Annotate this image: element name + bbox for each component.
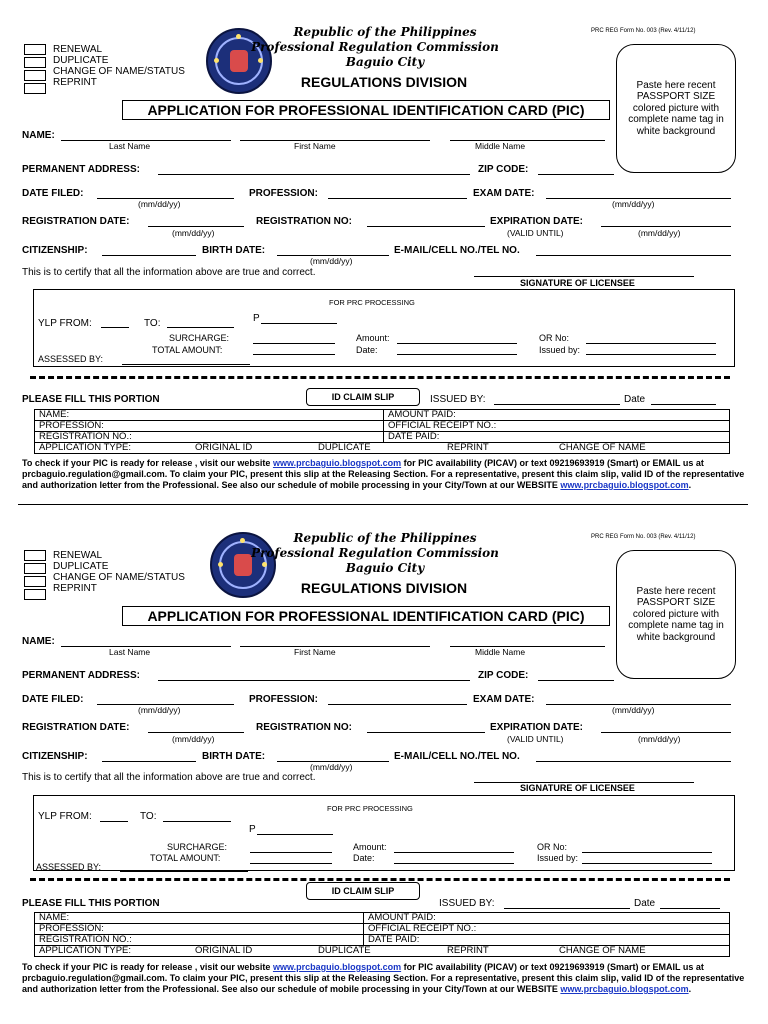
city-heading: Baguio City — [345, 561, 425, 575]
claim-application-type-row — [35, 443, 730, 454]
claim-registration-cell[interactable]: REGISTRATION NO.: — [35, 935, 364, 946]
please-fill-label: PLEASE FILL THIS PORTION — [22, 394, 160, 405]
permanent-address-label: PERMANENT ADDRESS: — [22, 164, 140, 175]
website-link-2[interactable]: www.prcbaguio.blogspot.com — [560, 480, 689, 490]
registration-date-label: REGISTRATION DATE: — [22, 722, 130, 733]
renewal-checkbox[interactable] — [24, 550, 46, 561]
division-title: REGULATIONS DIVISION — [300, 74, 468, 90]
assessed-by-label: ASSESSED BY: — [38, 354, 104, 364]
renewal-label: RENEWAL — [53, 44, 103, 55]
original-id-option[interactable]: ORIGINAL ID — [195, 442, 253, 453]
middle-name-caption: Middle Name — [475, 141, 526, 151]
claim-issued-by-label: ISSUED BY: — [439, 898, 495, 909]
registration-no-label: REGISTRATION NO: — [256, 722, 352, 733]
duplicate-label: DUPLICATE — [53, 561, 109, 572]
republic-heading: Republic of the Philippines — [293, 531, 477, 545]
release-instructions: To check if your PIC is ready for release , visit our website www.prcbaguio.blogspot.com for PIC availability (PICAV) or text 09219693919 (Smart) or EMAIL us at prcbaguio.regulation@gmail.com. To claim your PIC, present this slip at the Releasing Section. For a representative, present this claim slip, valid ID of the representative and authorization letter from the Professional. See also our schedule of mobile processing in your City/Town at our WEBSITE www.prcbaguio.blogspot.com. — [22, 962, 745, 994]
certify-statement: This is to certify that all the information above are true and correct. — [22, 772, 316, 783]
issued-by-field[interactable] — [586, 354, 716, 355]
zip-code-label: ZIP CODE: — [478, 164, 529, 175]
processing-title: FOR PRC PROCESSING — [329, 298, 415, 307]
certify-statement: This is to certify that all the information above are true and correct. — [22, 267, 316, 278]
zip-code-field[interactable] — [538, 680, 614, 681]
profession-field[interactable] — [328, 704, 467, 705]
renewal-checkbox[interactable] — [24, 44, 46, 55]
total-amount-field[interactable] — [250, 863, 332, 864]
claim-profession-cell[interactable]: PROFESSION: — [35, 421, 384, 432]
form-title: APPLICATION FOR PROFESSIONAL IDENTIFICATION CARD (PIC) — [122, 100, 610, 120]
issued-by-label: Issued by: — [539, 345, 581, 355]
surcharge-label: SURCHARGE: — [169, 333, 230, 343]
claim-issued-by-field[interactable] — [504, 908, 630, 909]
claim-date-paid-cell[interactable]: DATE PAID: — [364, 935, 730, 946]
republic-heading: Republic of the Philippines — [293, 25, 477, 39]
form-copy-2 — [0, 506, 768, 1012]
last-name-caption: Last Name — [109, 647, 151, 657]
registration-date-label: REGISTRATION DATE: — [22, 216, 130, 227]
middle-name-caption: Middle Name — [475, 647, 526, 657]
date-filed-label: DATE FILED: — [22, 694, 84, 705]
ylp-to-field[interactable] — [167, 327, 234, 328]
first-name-caption: First Name — [294, 647, 336, 657]
renewal-label: RENEWAL — [53, 550, 103, 561]
photo-placeholder: Paste here recent PASSPORT SIZE colored picture with complete name tag in white background — [616, 44, 736, 173]
application-type-label: APPLICATION TYPE: — [39, 945, 132, 956]
citizenship-field[interactable] — [102, 255, 196, 256]
registration-date-field[interactable] — [148, 732, 244, 733]
please-fill-label: PLEASE FILL THIS PORTION — [22, 898, 160, 909]
email-field[interactable] — [536, 255, 731, 256]
assessed-by-field[interactable] — [122, 364, 250, 365]
citizenship-label: CITIZENSHIP: — [22, 751, 88, 762]
reprint-checkbox[interactable] — [24, 83, 46, 94]
ylp-to-label: TO: — [144, 318, 161, 329]
division-title: REGULATIONS DIVISION — [300, 580, 468, 596]
zip-code-field[interactable] — [538, 174, 614, 175]
release-instructions: To check if your PIC is ready for release , visit our website www.prcbaguio.blogspot.com for PIC availability (PICAV) or text 09219693919 (Smart) or EMAIL us at prcbaguio.regulation@gmail.com. To claim your PIC, present this slip at the Releasing Section. For a representative, present this claim slip, valid ID of the representative and authorization letter from the Professional. See also our schedule of mobile processing in your City/Town at our WEBSITE www.prcbaguio.blogspot.com. — [22, 458, 745, 490]
amount-label: Amount: — [356, 333, 390, 343]
change-of-name-label: CHANGE OF NAME/STATUS — [53, 572, 185, 583]
claim-date-paid-cell[interactable]: DATE PAID: — [384, 432, 730, 443]
claim-issued-by-field[interactable] — [494, 404, 620, 405]
name-label: NAME: — [22, 130, 55, 141]
claim-name-cell[interactable]: NAME: — [35, 913, 364, 924]
prc-processing-box — [33, 795, 735, 871]
claim-date-field[interactable] — [651, 404, 716, 405]
ylp-to-label: TO: — [140, 811, 157, 822]
valid-until-caption: (VALID UNTIL) — [507, 228, 564, 238]
claim-registration-cell[interactable]: REGISTRATION NO.: — [35, 432, 384, 443]
exam-date-format: (mm/dd/yy) — [612, 705, 655, 715]
date-field[interactable] — [397, 354, 517, 355]
ylp-from-field[interactable] — [101, 327, 129, 328]
change-of-name-checkbox[interactable] — [24, 576, 46, 587]
signature-caption: SIGNATURE OF LICENSEE — [520, 278, 635, 288]
claim-amount-paid-cell[interactable]: AMOUNT PAID: — [384, 410, 730, 421]
reprint-label: REPRINT — [53, 583, 97, 594]
registration-no-field[interactable] — [367, 226, 485, 227]
surcharge-field[interactable] — [250, 852, 332, 853]
claim-amount-paid-cell[interactable]: AMOUNT PAID: — [364, 913, 730, 924]
ylp-from-field[interactable] — [100, 821, 128, 822]
id-claim-slip-button[interactable]: ID CLAIM SLIP — [306, 388, 420, 406]
zip-code-label: ZIP CODE: — [478, 670, 529, 681]
change-of-name-option[interactable]: CHANGE OF NAME — [559, 945, 646, 956]
registration-no-label: REGISTRATION NO: — [256, 216, 352, 227]
claim-date-field[interactable] — [660, 908, 720, 909]
peso-sign: P — [253, 313, 260, 324]
claim-name-cell[interactable]: NAME: — [35, 410, 384, 421]
website-link-2[interactable]: www.prcbaguio.blogspot.com — [560, 984, 689, 994]
permanent-address-field[interactable] — [158, 680, 470, 681]
date-label: Date: — [353, 853, 375, 863]
claim-official-receipt-cell[interactable]: OFFICIAL RECEIPT NO.: — [384, 421, 730, 432]
prc-processing-box — [33, 289, 735, 367]
photo-placeholder: Paste here recent PASSPORT SIZE colored picture with complete name tag in white background — [616, 550, 736, 679]
surcharge-label: SURCHARGE: — [167, 842, 228, 852]
form-number: PRC REG Form No. 003 (Rev. 4/11/12) — [591, 534, 696, 540]
issued-by-label: Issued by: — [537, 853, 579, 863]
cut-line — [30, 878, 730, 881]
registration-date-format: (mm/dd/yy) — [172, 228, 215, 238]
profession-field[interactable] — [328, 198, 467, 199]
expiration-date-label: EXPIRATION DATE: — [490, 216, 583, 227]
or-no-label: OR No: — [539, 333, 570, 343]
middle-name-field[interactable] — [450, 646, 605, 647]
citizenship-label: CITIZENSHIP: — [22, 245, 88, 256]
claim-table — [34, 409, 730, 454]
surcharge-field[interactable] — [253, 343, 335, 344]
peso-field[interactable] — [261, 323, 337, 324]
expiration-date-format: (mm/dd/yy) — [638, 734, 681, 744]
email-label: E-MAIL/CELL NO./TEL NO. — [394, 751, 520, 762]
peso-sign: P — [249, 824, 256, 835]
total-amount-field[interactable] — [253, 354, 335, 355]
claim-date-label: Date — [634, 898, 656, 909]
website-link[interactable]: www.prcbaguio.blogspot.com — [272, 962, 402, 972]
exam-date-label: EXAM DATE: — [473, 694, 535, 705]
birth-date-label: BIRTH DATE: — [202, 751, 266, 762]
claim-application-type-row — [35, 946, 730, 957]
amount-field[interactable] — [397, 343, 517, 344]
total-amount-label: TOTAL AMOUNT: — [152, 345, 223, 355]
permanent-address-field[interactable] — [158, 174, 470, 175]
duplicate-checkbox[interactable] — [24, 563, 46, 574]
reprint-option[interactable]: REPRINT — [447, 945, 489, 956]
website-link[interactable]: www.prcbaguio.blogspot.com — [272, 458, 402, 468]
peso-field[interactable] — [257, 834, 333, 835]
email-label: E-MAIL/CELL NO./TEL NO. — [394, 245, 520, 256]
or-no-label: OR No: — [537, 842, 568, 852]
claim-official-receipt-cell[interactable]: OFFICIAL RECEIPT NO.: — [364, 924, 730, 935]
first-name-caption: First Name — [294, 141, 336, 151]
commission-heading: Professional Regulation Commission — [251, 40, 499, 54]
valid-until-caption: (VALID UNTIL) — [507, 734, 564, 744]
reprint-option[interactable]: REPRINT — [447, 442, 489, 453]
claim-profession-cell[interactable]: PROFESSION: — [35, 924, 364, 935]
change-of-name-checkbox[interactable] — [24, 70, 46, 81]
registration-no-field[interactable] — [367, 732, 485, 733]
citizenship-field[interactable] — [102, 761, 196, 762]
or-no-field[interactable] — [582, 852, 712, 853]
signature-caption: SIGNATURE OF LICENSEE — [520, 783, 635, 793]
date-label: Date: — [356, 345, 378, 355]
birth-date-format: (mm/dd/yy) — [310, 256, 353, 266]
original-id-option[interactable]: ORIGINAL ID — [195, 945, 253, 956]
duplicate-checkbox[interactable] — [24, 57, 46, 68]
assessed-by-field[interactable] — [120, 871, 248, 872]
processing-title: FOR PRC PROCESSING — [327, 804, 413, 813]
signature-field[interactable] — [474, 276, 694, 277]
page-separator — [18, 504, 748, 505]
duplicate-label: DUPLICATE — [53, 55, 109, 66]
claim-date-label: Date — [624, 394, 646, 405]
or-no-field[interactable] — [586, 343, 716, 344]
city-heading: Baguio City — [345, 55, 425, 69]
duplicate-option[interactable]: DUPLICATE — [318, 442, 371, 453]
date-filed-label: DATE FILED: — [22, 188, 84, 199]
reprint-label: REPRINT — [53, 77, 97, 88]
form-title: APPLICATION FOR PROFESSIONAL IDENTIFICATION CARD (PIC) — [122, 606, 610, 626]
change-of-name-option[interactable]: CHANGE OF NAME — [559, 442, 646, 453]
amount-field[interactable] — [394, 852, 514, 853]
assessed-by-label: ASSESSED BY: — [36, 862, 102, 872]
registration-date-format: (mm/dd/yy) — [172, 734, 215, 744]
exam-date-format: (mm/dd/yy) — [612, 199, 655, 209]
total-amount-label: TOTAL AMOUNT: — [150, 853, 221, 863]
date-filed-format: (mm/dd/yy) — [138, 199, 181, 209]
duplicate-option[interactable]: DUPLICATE — [318, 945, 371, 956]
claim-table — [34, 912, 730, 957]
expiration-date-label: EXPIRATION DATE: — [490, 722, 583, 733]
ylp-from-label: YLP FROM: — [38, 811, 92, 822]
cut-line — [30, 376, 730, 379]
date-field[interactable] — [394, 863, 514, 864]
ylp-from-label: YLP FROM: — [38, 318, 92, 329]
registration-date-field[interactable] — [148, 226, 244, 227]
expiration-date-format: (mm/dd/yy) — [638, 228, 681, 238]
ylp-to-field[interactable] — [163, 821, 231, 822]
form-copy-1 — [0, 0, 768, 506]
expiration-date-field[interactable] — [601, 226, 731, 227]
reprint-checkbox[interactable] — [24, 589, 46, 600]
expiration-date-field[interactable] — [601, 732, 731, 733]
birth-date-format: (mm/dd/yy) — [310, 762, 353, 772]
change-of-name-label: CHANGE OF NAME/STATUS — [53, 66, 185, 77]
permanent-address-label: PERMANENT ADDRESS: — [22, 670, 140, 681]
commission-heading: Professional Regulation Commission — [251, 546, 499, 560]
form-number: PRC REG Form No. 003 (Rev. 4/11/12) — [591, 28, 696, 34]
email-field[interactable] — [536, 761, 731, 762]
birth-date-label: BIRTH DATE: — [202, 245, 266, 256]
exam-date-label: EXAM DATE: — [473, 188, 535, 199]
claim-issued-by-label: ISSUED BY: — [430, 394, 486, 405]
issued-by-field[interactable] — [582, 863, 712, 864]
name-label: NAME: — [22, 636, 55, 647]
amount-label: Amount: — [353, 842, 387, 852]
last-name-caption: Last Name — [109, 141, 151, 151]
application-type-label: APPLICATION TYPE: — [39, 442, 132, 453]
middle-name-field[interactable] — [450, 140, 605, 141]
profession-label: PROFESSION: — [249, 188, 318, 199]
profession-label: PROFESSION: — [249, 694, 318, 705]
id-claim-slip-button[interactable]: ID CLAIM SLIP — [306, 882, 420, 900]
date-filed-format: (mm/dd/yy) — [138, 705, 181, 715]
